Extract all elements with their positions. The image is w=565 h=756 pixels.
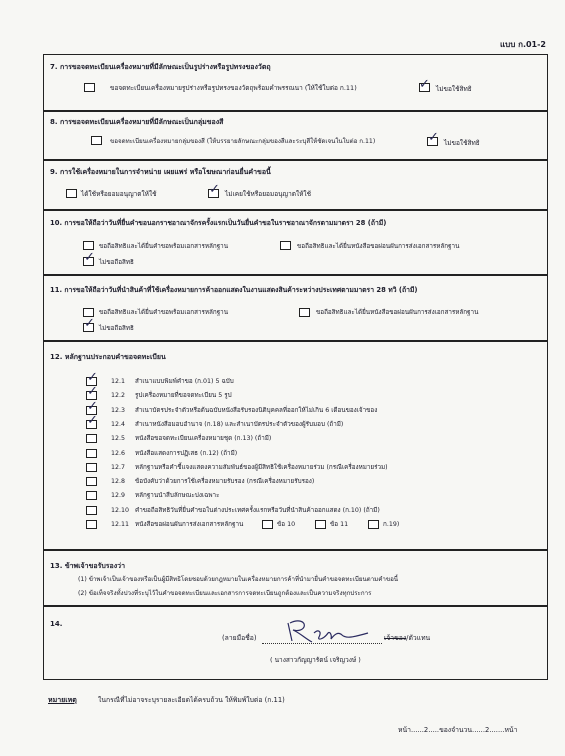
evidence-checkbox[interactable] — [86, 506, 97, 515]
evidence-text: หนังสือขอผ่อนผันการส่งเอกสารหลักฐาน — [135, 521, 244, 528]
clause-11-checkbox[interactable] — [315, 520, 326, 529]
s11-opt3-label: ไม่ขอถือสิทธิ — [99, 325, 134, 332]
evidence-number: 12.10 — [111, 506, 130, 514]
evidence-checkbox[interactable] — [86, 491, 97, 500]
section-8 — [43, 111, 548, 160]
section-8-title: 8. การขอจดทะเบียนเครื่องหมายที่มีลักษณะเป็นกลุ่มของสี — [50, 118, 224, 126]
evidence-number: 12.8 — [111, 478, 126, 486]
section-10 — [43, 210, 548, 275]
certify-line-2: (2) ข้อเท็จจริงทั้งปวงที่ระบุไว้ในคำขอจดทะเบียนและเอกสารการจดทะเบียนถูกต้องและเป็นความจริงทุกประการ — [78, 590, 372, 597]
evidence-number: 12.3 — [111, 406, 126, 414]
check-icon: ✓ — [84, 316, 95, 331]
section-10-title: 10. การขอให้ถือว่าวันที่ยื่นคำขอนอกราชอาณาจักรครั้งแรกเป็นวันยื่นคำขอในราชอาณาจักรตามมาตรา 28 (ถ้ามี) — [50, 219, 387, 227]
s10-opt1-label: ขอถือสิทธิและได้ยื่นคำขอพร้อมเอกสารหลักฐาน — [99, 243, 229, 250]
evidence-text: คำขอถือสิทธิวันที่ยื่นคำขอในต่างประเทศครั้งแรกหรือวันที่นำสินค้าออกแสดง (ก.10) (ถ้ามี) — [135, 506, 380, 514]
check-icon: ✓ — [84, 250, 95, 265]
evidence-text: หนังสือแสดงการปฏิเสธ (ก.12) (ถ้ามี) — [135, 449, 238, 457]
section-14 — [43, 606, 548, 680]
evidence-text: สำเนาแบบพิมพ์คำขอ (ก.01) 5 ฉบับ — [135, 378, 234, 385]
check-icon: ✓ — [419, 77, 430, 92]
s10-opt2-checkbox[interactable] — [280, 241, 291, 250]
evidence-number: 12.11 — [111, 521, 130, 528]
evidence-checkbox[interactable] — [86, 477, 97, 486]
check-icon: ✓ — [87, 384, 98, 400]
evidence-text: สำเนาหนังสือมอบอำนาจ (ก.18) และสำเนาบัตรประจำตัวของผู้รับมอบ (ถ้ามี) — [135, 420, 344, 428]
s7-opt1-label: ขอจดทะเบียนเครื่องหมายรูปร่างหรือรูปทรงของวัตถุพร้อมคำพรรณนา (ให้ใช้ใบต่อ ก.11) — [110, 84, 357, 92]
check-icon: ✓ — [87, 398, 98, 414]
pager-p1: หน้า — [398, 726, 411, 734]
certify-line-1: (1) ข้าพเจ้าเป็นเจ้าของหรือเป็นผู้มีสิทธิโดยชอบด้วยกฎหมายในเครื่องหมายการค้าที่นำมายื่นคำขอจดทะเบียนตามคำขอนี้ — [78, 576, 399, 583]
evidence-number: 12.7 — [111, 463, 126, 471]
section-12-title: 12. หลักฐานประกอบคำขอจดทะเบียน — [50, 353, 166, 361]
clause-10-checkbox[interactable] — [262, 520, 273, 529]
evidence-number: 12.2 — [111, 392, 126, 400]
evidence-text: หลักฐานหรือคำชี้แจงแสดงความสัมพันธ์ของผู้มีสิทธิใช้เครื่องหมายร่วม (กรณีเครื่องหมายร่วม) — [135, 463, 388, 471]
s10-opt1-checkbox[interactable] — [83, 241, 94, 250]
s11-opt1-label: ขอถือสิทธิและได้ยื่นคำขอพร้อมเอกสารหลักฐาน — [99, 309, 229, 316]
s11-opt2-checkbox[interactable] — [299, 308, 310, 317]
s7-opt2-label: ไม่ขอใช้สิทธิ — [436, 85, 472, 93]
handwritten-signature — [284, 617, 374, 647]
page-indicator: หน้า......2.....ของจำนวน......2.......หน้า — [398, 726, 518, 734]
section-7-title: 7. การขอจดทะเบียนเครื่องหมายที่มีลักษณะเป็นรูปร่างหรือรูปทรงของวัตถุ — [50, 63, 271, 71]
section-9 — [43, 160, 548, 210]
check-icon: ✓ — [87, 412, 98, 428]
form-k19-label: ก.19) — [383, 521, 400, 528]
s10-opt3-label: ไม่ขอถือสิทธิ — [99, 259, 134, 266]
section-13-title: 13. ข้าพเจ้าขอรับรองว่า — [50, 562, 126, 570]
evidence-checkbox[interactable] — [86, 434, 97, 443]
clause-11-label: ข้อ 11 — [330, 521, 349, 528]
pager-p2: ของจำนวน — [439, 726, 473, 734]
evidence-text: หนังสือขอจดทะเบียนเครื่องหมายชุด (ก.13) (ถ้ามี) — [135, 435, 272, 443]
section-13 — [43, 550, 548, 606]
evidence-checkbox[interactable] — [86, 463, 97, 472]
page-total: 2 — [485, 726, 490, 734]
s9-opt2-label: ไม่เคยใช้หรือยอมอนุญาตให้ใช้ — [225, 190, 311, 198]
s7-opt1-checkbox[interactable] — [84, 83, 95, 92]
check-icon: ✓ — [428, 130, 439, 145]
evidence-checkbox[interactable] — [86, 449, 97, 458]
evidence-text: หลักฐานนำสืบลักษณะบ่งเฉพาะ — [135, 492, 220, 500]
page-number: 2 — [423, 726, 429, 734]
signature-role — [384, 635, 430, 642]
evidence-text: สำเนาบัตรประจำตัวหรือต้นฉบับหนังสือรับรองนิติบุคคลที่ออกให้ไม่เกิน 6 เดือนของเจ้าของ — [135, 406, 378, 414]
s10-opt2-label: ขอถือสิทธิและได้ยื่นหนังสือขอผ่อนผันการส่งเอกสารหลักฐาน — [297, 243, 460, 250]
clause-10-label: ข้อ 10 — [277, 521, 296, 528]
signer-name: ( นางสาวกัญญารัตน์ เจริญวงษ์ ) — [270, 656, 361, 664]
section-9-title: 9. การใช้เครื่องหมายในการจำหน่าย เผยแพร่ หรือโฆษณาก่อนยื่นคำขอนี้ — [50, 168, 271, 176]
owner-struck: เจ้าของ — [384, 634, 407, 642]
s11-opt2-label: ขอถือสิทธิและได้ยื่นหนังสือขอผ่อนผันการส่งเอกสารหลักฐาน — [316, 309, 479, 316]
section-11 — [43, 275, 548, 341]
evidence-number: 12.1 — [111, 378, 126, 385]
form-k19-checkbox[interactable] — [368, 520, 379, 529]
s9-opt1-label: ได้ใช้หรือยอมอนุญาตให้ใช้ — [81, 190, 157, 198]
evidence-text: ข้อบังคับว่าด้วยการใช้เครื่องหมายรับรอง (กรณีเครื่องหมายรับรอง) — [135, 478, 315, 486]
s9-opt1-checkbox[interactable] — [66, 189, 77, 198]
s8-opt2-label: ไม่ขอใช้สิทธิ — [444, 139, 480, 147]
check-icon: ✓ — [87, 370, 98, 385]
note-text: ในกรณีที่ไม่อาจระบุรายละเอียดได้ครบถ้วน ให้พิมพ์ใบต่อ (ก.11) — [98, 696, 285, 704]
pager-p3: หน้า — [504, 726, 518, 734]
section-11-title: 11. การขอให้ถือว่าวันที่นำสินค้าที่ใช้เครื่องหมายการค้าออกแสดงในงานแสดงสินค้าระหว่างประเทศตามมาตรา 28 ทวิ (ถ้ามี) — [50, 286, 418, 294]
signature-label: (ลายมือชื่อ) — [222, 634, 257, 642]
evidence-checkbox[interactable] — [86, 520, 97, 529]
section-7 — [43, 54, 548, 111]
evidence-text: รูปเครื่องหมายที่ขอจดทะเบียน 5 รูป — [135, 392, 232, 400]
section-12 — [43, 341, 548, 550]
check-icon: ✓ — [209, 182, 220, 197]
evidence-number: 12.9 — [111, 492, 126, 500]
s8-opt1-label: ขอจดทะเบียนเครื่องหมายกลุ่มของสี (ให้บรรยายลักษณะกลุ่มของสีและระบุสีให้ชัดเจนในใบต่อ ก.11) — [110, 138, 376, 145]
evidence-number: 12.4 — [111, 420, 126, 428]
form-code: แบบ ก.01-2 — [500, 40, 546, 49]
section-14-title: 14. — [50, 620, 63, 628]
evidence-number: 12.6 — [111, 449, 126, 457]
agent-role: /ตัวแทน — [406, 634, 431, 642]
evidence-number: 12.5 — [111, 435, 126, 443]
note-label: หมายเหตุ — [48, 696, 77, 704]
s8-opt1-checkbox[interactable] — [91, 136, 102, 145]
